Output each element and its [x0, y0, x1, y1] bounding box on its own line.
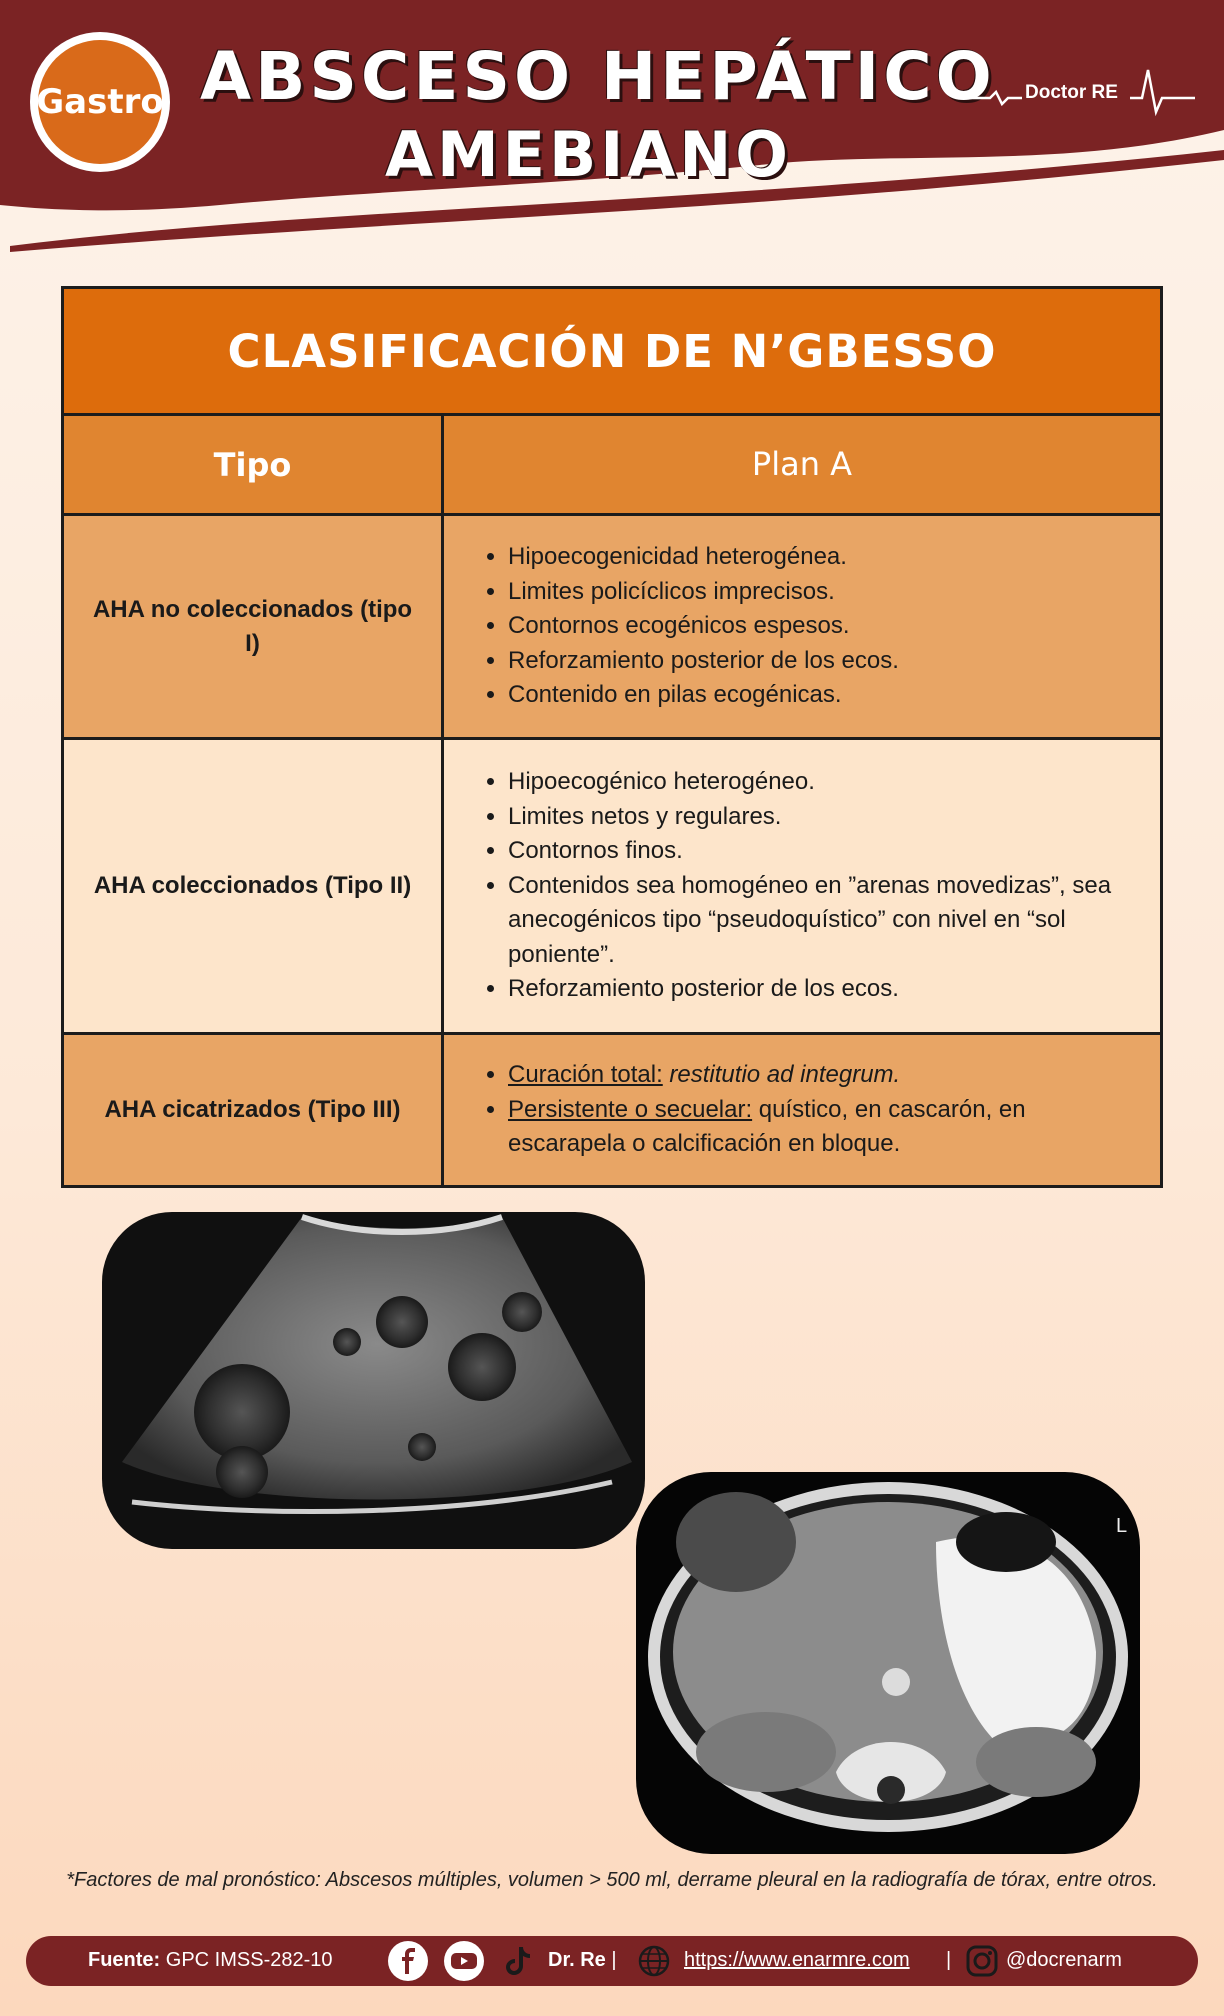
ct-marker-label: L — [1116, 1515, 1128, 1537]
source-label — [88, 1949, 333, 1972]
instagram-icon[interactable] — [962, 1941, 1002, 1981]
separator: | — [946, 1949, 952, 1971]
abdominal-ct-image — [636, 1472, 1140, 1854]
row-type-label: AHA cicatrizados (Tipo III) — [64, 1035, 444, 1185]
item-label: Curación total: — [508, 1061, 663, 1089]
list-item: • Limites policíclicos imprecisos. — [508, 575, 899, 610]
logo-text: Gastro — [36, 82, 164, 122]
list-item — [508, 1093, 1140, 1162]
list-item: • Contornos ecogénicos espesos. — [508, 609, 899, 644]
page-title-line1: ABSCESO HEPÁTICO — [200, 38, 996, 115]
list-item: • Reforzamiento posterior de los ecos. — [508, 972, 1140, 1007]
row-criteria — [444, 740, 1160, 1032]
classification-table — [61, 286, 1163, 1188]
row-type-label: AHA no coleccionados (tipo I) — [64, 516, 444, 737]
row-criteria — [444, 516, 1160, 737]
list-item: • Hipoecogénico heterogéneo. — [508, 765, 1140, 800]
table-header-row — [64, 416, 1160, 516]
prognosis-footnote: *Factores de mal pronóstico: Abscesos múltiples, volumen > 500 ml, derrame pleural en la radiografía de tórax, entre otros. — [66, 1869, 1158, 1891]
table-row-type-3 — [64, 1035, 1160, 1185]
youtube-icon[interactable] — [444, 1941, 484, 1981]
liver-ultrasound-image — [102, 1212, 645, 1549]
item-label: Persistente o secuelar: — [508, 1095, 753, 1123]
author-line — [548, 1949, 617, 1972]
author-name: Dr. Re — [548, 1949, 606, 1971]
col-header-tipo: Tipo — [64, 416, 444, 513]
social-handle[interactable]: @docrenarm — [1006, 1949, 1122, 1971]
page-title-line2: AMEBIANO — [385, 118, 792, 191]
brand-name: Doctor RE — [1025, 82, 1118, 103]
separator: | — [611, 1949, 617, 1971]
row-type-label: AHA coleccionados (Tipo II) — [64, 740, 444, 1032]
table-row-type-2 — [64, 740, 1160, 1035]
gastro-logo — [30, 32, 170, 172]
row-criteria — [444, 1035, 1160, 1185]
website-link[interactable]: https://www.enarmre.com — [684, 1949, 910, 1971]
list-item: • Limites netos y regulares. — [508, 800, 1140, 835]
list-item — [508, 1058, 1140, 1093]
header-banner — [0, 0, 1224, 265]
list-item: • Contornos finos. — [508, 834, 1140, 869]
list-item: • Hipoecogenicidad heterogénea. — [508, 540, 899, 575]
list-item: • Contenido en pilas ecogénicas. — [508, 678, 899, 713]
list-item: • Reforzamiento posterior de los ecos. — [508, 644, 899, 679]
source-label-text: Fuente: — [88, 1949, 161, 1971]
table-title: CLASIFICACIÓN DE N’GBESSO — [64, 289, 1160, 416]
list-item: • Contenidos sea homogéneo en ”arenas movedizas”, sea anecogénicos tipo “pseudoquístico” con nivel en “sol poniente”. — [508, 869, 1140, 973]
col-header-plan: Plan A — [751, 445, 853, 484]
table-row-type-1 — [64, 516, 1160, 740]
doctor-re-brand — [970, 62, 1195, 122]
tiktok-icon[interactable] — [498, 1941, 538, 1981]
item-text: restitutio ad integrum. — [669, 1061, 901, 1089]
source-value: GPC IMSS-282-10 — [165, 1949, 333, 1971]
globe-icon — [634, 1941, 674, 1981]
item-text: quístico, en cascarón, en escarapela o calcificación en bloque. — [508, 1095, 1026, 1158]
footer-bar — [26, 1936, 1198, 1986]
facebook-icon[interactable] — [388, 1941, 428, 1981]
